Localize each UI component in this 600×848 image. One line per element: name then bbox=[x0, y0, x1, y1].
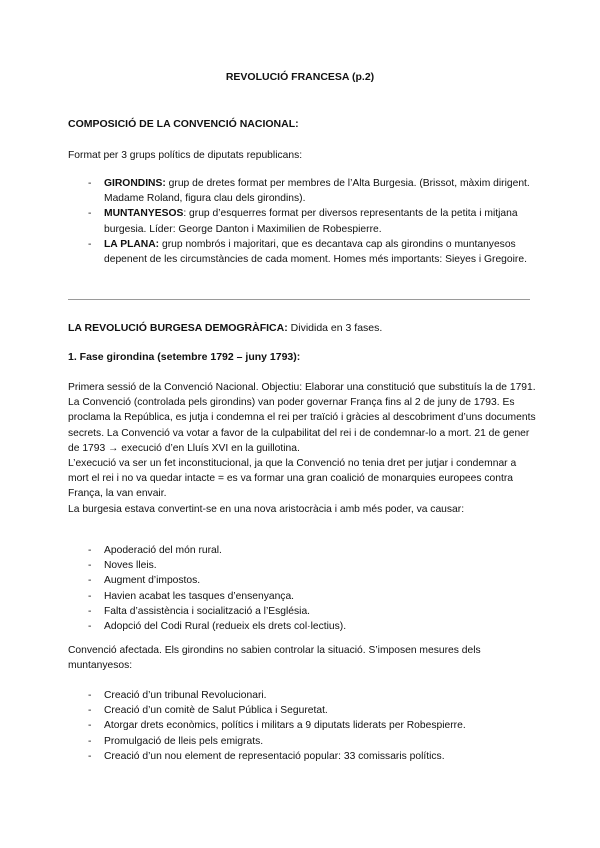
paragraph-line: La burgesia estava convertint-se en una nova aristocràcia i amb més poder, va causar: bbox=[68, 503, 465, 515]
list-item bbox=[68, 543, 538, 558]
list-item bbox=[68, 206, 538, 236]
list-item bbox=[68, 703, 538, 718]
group-text: : grup d’esquerres format per diversos representants de la petita i mitjana burgesia. Líder: George Danton i Maximilien de Robespierre. bbox=[104, 208, 518, 235]
list-item bbox=[68, 558, 538, 573]
section-heading-suffix: Dividida en 3 fases. bbox=[287, 322, 383, 334]
group-name: GIRONDINS: bbox=[104, 178, 166, 189]
list-item bbox=[68, 604, 538, 619]
bullet-dash: - bbox=[88, 735, 92, 747]
list-item bbox=[68, 589, 538, 604]
list-item-text: Havien acabat les tasques d’ensenyança. bbox=[104, 590, 295, 602]
group-name: LA PLANA: bbox=[104, 238, 160, 250]
list-item bbox=[68, 573, 538, 588]
bullet-dash: - bbox=[88, 590, 92, 602]
list-item-text: Apoderació del món rural. bbox=[104, 545, 222, 556]
horizontal-divider bbox=[68, 299, 530, 300]
bullet-dash: - bbox=[88, 605, 92, 617]
paragraph-line: L’execució va ser un fet inconstitucional, ja que la Convenció no tenia dret per jutjar i condemnar a mort el rei i no va quedar intacte = es va formar una gran coalició de monarquies europees contra França, la van envair. bbox=[68, 458, 517, 500]
bullet-dash: - bbox=[88, 705, 92, 717]
section-heading-text: LA REVOLUCIÓ BURGESA DEMOGRÀFICA: bbox=[68, 322, 288, 334]
section-heading-revolucio bbox=[68, 322, 382, 334]
list-item-text: Promulgació de lleis pels emigrats. bbox=[104, 735, 264, 747]
bullet-dash: - bbox=[88, 545, 92, 556]
affected-text: Convenció afectada. Els girondins no sabien controlar la situació. S’imposen mesures dels muntanyesos: bbox=[68, 645, 481, 672]
intro-text: Format per 3 grups polítics de diputats republicans: bbox=[68, 150, 303, 161]
list-item bbox=[68, 237, 538, 267]
bullet-dash: - bbox=[88, 690, 92, 701]
list-item bbox=[68, 718, 538, 733]
list-item bbox=[68, 176, 538, 206]
phase-heading: 1. Fase girondina (setembre 1792 – juny 1793): bbox=[68, 351, 301, 363]
page-title: REVOLUCIÓ FRANCESA (p.2) bbox=[225, 71, 375, 83]
list-item-text: Noves lleis. bbox=[104, 560, 157, 572]
bullet-dash: - bbox=[88, 208, 92, 220]
bullet-dash: - bbox=[88, 575, 92, 587]
measures-list bbox=[68, 688, 538, 764]
list-item bbox=[68, 688, 538, 703]
consequences-list bbox=[68, 543, 538, 634]
bullet-dash: - bbox=[88, 750, 92, 762]
group-text: grup nombrós i majoritari, que es decantava cap als girondins o muntanyesos depenent de les circumstàncies de cada moment. Homes més importants: Sieyes i Gregoire. bbox=[104, 238, 527, 266]
list-item bbox=[68, 734, 538, 749]
group-name: MUNTANYESOS bbox=[104, 208, 184, 220]
bullet-dash: - bbox=[88, 560, 92, 572]
paragraph-line: Primera sessió de la Convenció Nacional. Objectiu: Elaborar una constitució que substituís la de 1791. bbox=[68, 382, 536, 393]
list-item-text: Augment d’impostos. bbox=[104, 575, 201, 587]
list-item-text: Creació d’un tribunal Revolucionari. bbox=[104, 690, 267, 701]
list-item bbox=[68, 749, 538, 764]
paragraph-line: La Convenció (controlada pels girondins) van poder governar França fins al 2 de juny de 1793. Es proclama la República, es jutja i condemna el rei per traïció i gràcies al descobriment d’uns documents secrets. La Convenció va votar a favor de la culpabilitat del rei i de condemnar-lo a mort. 21 de gener de 1793 → execució d’en Lluís XVI en la guillotina. bbox=[68, 397, 536, 454]
list-item bbox=[68, 619, 538, 634]
list-item-text: Creació d’un comitè de Salut Pública i Seguretat. bbox=[104, 705, 328, 717]
bullet-dash: - bbox=[88, 178, 92, 189]
groups-list bbox=[68, 176, 538, 267]
section-heading-composicio: COMPOSICIÓ DE LA CONVENCIÓ NACIONAL: bbox=[68, 118, 299, 130]
bullet-dash: - bbox=[88, 238, 92, 250]
list-item-text: Creació d’un nou element de representació popular: 33 comissaris polítics. bbox=[104, 750, 445, 762]
phase-paragraph bbox=[68, 380, 536, 517]
list-item-text: Adopció del Codi Rural (redueix els drets col·lectius). bbox=[104, 621, 347, 633]
group-text: grup de dretes format per membres de l’Alta Burgesia. (Brissot, màxim dirigent. Madame Roland, figura clau dels girondins). bbox=[104, 178, 530, 205]
bullet-dash: - bbox=[88, 720, 92, 732]
bullet-dash: - bbox=[88, 621, 92, 633]
list-item-text: Atorgar drets econòmics, polítics i militars a 9 diputats liderats per Robespierre. bbox=[104, 720, 466, 732]
list-item-text: Falta d’assistència i socialització a l’Església. bbox=[104, 605, 311, 617]
